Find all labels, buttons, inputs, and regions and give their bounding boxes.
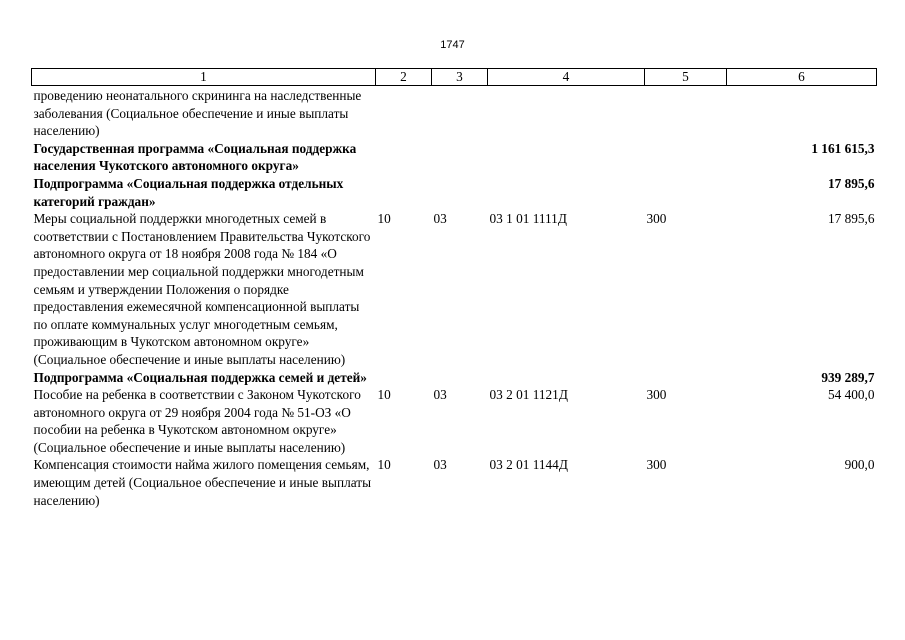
row-subsection: 03 [433, 387, 447, 403]
row-expense: 300 [646, 387, 667, 403]
row-name: Государственная программа «Социальная поддержка населения Чукотского автономного округа» [33, 140, 357, 174]
row-name: Подпрограмма «Социальная поддержка отдельных категорий граждан» [33, 175, 344, 209]
budget-table [31, 68, 877, 509]
row-section [376, 86, 432, 140]
row-expense [645, 86, 727, 140]
row-section [376, 369, 432, 387]
header-col-expense: 5 [645, 69, 727, 86]
header-col-article: 4 [488, 69, 645, 86]
table-row [32, 456, 877, 509]
row-expense: 300 [646, 457, 667, 473]
header-col-name: 1 [32, 69, 376, 86]
table-row [32, 369, 877, 387]
table-row [32, 210, 877, 368]
header-row [32, 69, 877, 86]
row-amount: 900,0 [844, 457, 875, 473]
row-section [376, 175, 432, 210]
row-name: Подпрограмма «Социальная поддержка семей и детей» [33, 369, 367, 385]
row-name: проведению неонатального скрининга на наследственные заболевания (Социальное обеспечение и иные выплаты населению) [33, 88, 362, 139]
row-article [488, 369, 645, 387]
row-section: 10 [377, 387, 391, 403]
table-row [32, 175, 877, 210]
row-subsection [432, 175, 488, 210]
row-amount: 17 895,6 [827, 175, 875, 191]
table-header [32, 69, 877, 86]
row-name: Пособие на ребенка в соответствии с Законом Чукотского автономного округа от 29 ноября 2004 года № 51-ОЗ «О пособии на ребенка в Чукотском автономном округе» (Социальное обеспечение и иные выплаты населению) [33, 387, 361, 455]
row-amount [727, 86, 877, 140]
row-name: Компенсация стоимости найма жилого помещения семьям, имеющим детей (Социальное обеспечение и иные выплаты населению) [33, 457, 372, 508]
header-col-amount: 6 [727, 69, 877, 86]
row-article: 03 1 01 1111Д [489, 211, 567, 227]
row-amount: 54 400,0 [827, 387, 875, 403]
row-subsection [432, 140, 488, 175]
page-number: 1747 [440, 39, 465, 51]
table-row [32, 386, 877, 456]
row-article [488, 140, 645, 175]
row-section: 10 [377, 211, 391, 227]
row-amount: 939 289,7 [821, 369, 875, 385]
row-article: 03 2 01 1144Д [489, 457, 568, 473]
row-subsection [432, 369, 488, 387]
row-amount: 1 161 615,3 [811, 140, 875, 156]
row-expense: 300 [646, 211, 667, 227]
row-name: Меры социальной поддержки многодетных семей в соответствии с Постановлением Правительства Чукотского автономного округа от 18 ноября 2008 года № 184 «О предоставлении мер социальной поддержки многодетным семьям и утверждении Положения о порядке предоставления ежемесячной компенсационной выплаты по оплате коммунальных услуг многодетным семьям, проживающим в Чукотском автономном округе» (Социальное обеспечение и иные выплаты населению) [33, 211, 371, 367]
header-col-section: 2 [376, 69, 432, 86]
row-article: 03 2 01 1121Д [489, 387, 568, 403]
row-expense [645, 175, 727, 210]
table-row [32, 86, 877, 140]
row-subsection [432, 86, 488, 140]
table-row [32, 140, 877, 175]
row-expense [645, 369, 727, 387]
row-article [488, 175, 645, 210]
row-expense [645, 140, 727, 175]
row-section [376, 140, 432, 175]
header-col-subsection: 3 [432, 69, 488, 86]
row-amount: 17 895,6 [827, 211, 875, 227]
row-section: 10 [377, 457, 391, 473]
row-subsection: 03 [433, 211, 447, 227]
table-body [32, 86, 877, 510]
row-article [488, 86, 645, 140]
row-subsection: 03 [433, 457, 447, 473]
